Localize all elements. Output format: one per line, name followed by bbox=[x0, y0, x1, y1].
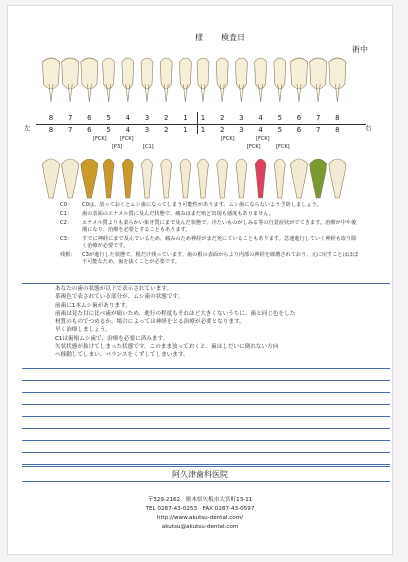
upper-tooth-shape bbox=[310, 58, 327, 89]
lower-tooth-shape bbox=[43, 159, 60, 198]
memo-rule bbox=[22, 380, 390, 381]
memo-rule bbox=[22, 404, 390, 405]
lower-tooth-shape bbox=[274, 159, 285, 198]
lower-tooth-number: 2 bbox=[163, 126, 169, 134]
lower-tooth-number: 2 bbox=[219, 126, 225, 134]
upper-tooth-number: 6 bbox=[296, 114, 302, 122]
lower-tooth-shape bbox=[198, 159, 209, 198]
legend-text: エナメル質よりも柔らかい象牙質にまで及んだ状態で、冷たいものがしみる等の自覚症状がでてきます。治療が中や後期になり、治療を必要とすることもあります。 bbox=[82, 220, 357, 233]
lower-tooth-shape bbox=[103, 159, 114, 198]
clinic-phone-fax: TEL 0287-43-0253 FAX 0287-43-0597 bbox=[145, 506, 255, 512]
upper-tooth-number: 7 bbox=[67, 114, 73, 122]
left-side-label: 左 bbox=[24, 124, 31, 132]
lower-tooth-number: 4 bbox=[258, 126, 263, 134]
upper-tooth-shape bbox=[43, 58, 60, 89]
tooth-tag: [FCK] bbox=[276, 144, 290, 150]
clinic-name: 阿久津歯科医院 bbox=[172, 470, 228, 479]
lower-tooth-number: 7 bbox=[67, 126, 73, 134]
memo-line: 矢状状態が抜けてしまった状態です。このまま放っておくと、歯はしだいに倒れない方向 bbox=[55, 344, 279, 351]
memo-top-rule bbox=[22, 283, 390, 284]
upper-tooth-number: 8 bbox=[335, 114, 340, 122]
lower-tooth-number: 8 bbox=[48, 126, 54, 134]
memo-line: 早く治療しましょう。 bbox=[55, 327, 111, 334]
dental-report-page bbox=[8, 6, 392, 554]
memo-rule bbox=[22, 428, 390, 429]
upper-tooth-number: 7 bbox=[315, 114, 321, 122]
lower-tooth-number: 8 bbox=[335, 126, 340, 134]
lower-tooth-shape bbox=[310, 159, 327, 198]
legend-code: C1： bbox=[60, 211, 73, 217]
legend-text: 歯の表面のエナメル質に及んだ状態で、痛みはまだ殆ど出現も感度もありません。 bbox=[82, 211, 274, 217]
tooth-tag: [FCK] bbox=[256, 136, 270, 142]
memo-line: あなたの歯の状態が以下で表示されています。 bbox=[55, 286, 173, 292]
clinic-postal-address: 〒329-2162 栃木県矢板市大宮町13-11 bbox=[147, 497, 253, 503]
memo-rule bbox=[22, 368, 390, 369]
legend-text: C3が進行した状態で、根だけ残っています。歯の根の表面からより内部の神経を破壊されており、元に戻すことはほぼ不可能なため、歯を抜くことが必要です。 bbox=[82, 252, 359, 265]
diagnosis-memo bbox=[55, 285, 375, 360]
upper-tooth-shape bbox=[274, 58, 286, 89]
upper-tooth-shape bbox=[122, 58, 134, 89]
upper-teeth-illustration bbox=[30, 54, 360, 112]
upper-tooth-shape bbox=[81, 58, 98, 89]
memo-rule bbox=[22, 464, 390, 465]
tooth-tag: [P3] bbox=[112, 144, 123, 150]
lower-tooth-shape bbox=[217, 159, 228, 198]
memo-rule bbox=[22, 392, 390, 393]
legend-row bbox=[60, 252, 360, 266]
lower-tooth-number: 3 bbox=[239, 126, 244, 134]
tooth-tag: [FCK] bbox=[120, 136, 134, 142]
lower-tooth-shape bbox=[81, 159, 98, 198]
upper-tooth-number: 6 bbox=[87, 114, 92, 122]
memo-line: へ移動してしまい、バランスをくずしてしまいます。 bbox=[55, 352, 189, 359]
upper-tooth-number: 5 bbox=[277, 114, 283, 122]
clinic-bottom-rule bbox=[22, 481, 390, 482]
patient-name-label: 様 bbox=[195, 33, 203, 42]
lower-tooth-shape bbox=[161, 159, 172, 198]
lower-tooth-number: 3 bbox=[144, 126, 150, 134]
lower-tooth-shape bbox=[62, 159, 79, 198]
tooth-axis-line bbox=[36, 124, 366, 125]
lower-tooth-number: 6 bbox=[87, 126, 92, 134]
legend-code: 残根： bbox=[60, 252, 76, 258]
legend-row bbox=[60, 211, 360, 218]
legend-text: C0は、放っておくとムシ歯になってしまう可能性があります。ムシ歯にならないよう予防しましょう。 bbox=[82, 202, 322, 208]
legend-row bbox=[60, 220, 360, 234]
upper-tooth-shape bbox=[255, 58, 267, 89]
upper-tooth-number: 4 bbox=[258, 114, 263, 122]
upper-tooth-shape bbox=[179, 58, 191, 89]
memo-line: 前歯に1本ムシ歯があります。 bbox=[55, 302, 131, 309]
lower-tooth-number: 5 bbox=[106, 126, 111, 134]
upper-tooth-number: 4 bbox=[125, 114, 131, 122]
upper-tooth-number: 5 bbox=[106, 114, 111, 122]
upper-tooth-shape bbox=[235, 58, 247, 89]
lower-tooth-number: 1 bbox=[183, 126, 188, 134]
upper-tooth-number: 3 bbox=[239, 114, 244, 122]
tooth-tag: [C1] bbox=[143, 144, 154, 150]
lower-tooth-shape bbox=[122, 159, 133, 198]
legend-row bbox=[60, 202, 360, 209]
tooth-tag: [FCK] bbox=[247, 144, 261, 150]
upper-tooth-number: 2 bbox=[219, 114, 225, 122]
memo-rule bbox=[22, 452, 390, 453]
lower-tooth-number: 1 bbox=[200, 126, 206, 134]
upper-tooth-shape bbox=[103, 58, 115, 89]
memo-line: 茶褐色で表されている部分が、ムシ歯の状態です。 bbox=[55, 294, 184, 301]
upper-tooth-shape bbox=[160, 58, 172, 89]
caries-legend bbox=[60, 202, 360, 268]
lower-tooth-shape bbox=[236, 159, 247, 198]
clinic-email-link[interactable]: akutsu@akutsu-dental.com bbox=[161, 524, 239, 530]
lower-tooth-number: 7 bbox=[315, 126, 321, 134]
lower-tooth-shape bbox=[329, 159, 346, 198]
memo-rule bbox=[22, 440, 390, 441]
lower-tooth-number: 5 bbox=[277, 126, 283, 134]
legend-code: C3： bbox=[60, 236, 73, 242]
legend-text: すでに神経にまで及んでいるため、痛みのため神経がまだ死にていることもあります。急速進行していく神経も取り除く治療が必要です。 bbox=[82, 236, 357, 249]
right-side-label: 右 bbox=[365, 124, 372, 132]
upper-tooth-shape bbox=[141, 58, 153, 89]
lower-tooth-shape bbox=[291, 159, 308, 198]
upper-tooth-shape bbox=[197, 58, 209, 89]
legend-row bbox=[60, 236, 360, 250]
upper-tooth-shape bbox=[291, 58, 308, 89]
tooth-tag: [FCK] bbox=[221, 136, 235, 142]
lower-tooth-number: 6 bbox=[296, 126, 302, 134]
upper-tooth-shape bbox=[62, 58, 79, 89]
upper-tooth-shape bbox=[329, 58, 346, 89]
memo-rule bbox=[22, 416, 390, 417]
memo-line: C1は歯根ムシ歯で、治療を必要に済みます。 bbox=[55, 335, 169, 342]
tooth-tag: [FCK] bbox=[93, 136, 107, 142]
memo-line: 材質のものでつめるか、場合によっては神経をとる治療が必要となります。 bbox=[55, 319, 245, 326]
upper-tooth-number: 1 bbox=[183, 114, 188, 122]
lower-tooth-shape bbox=[255, 159, 266, 198]
legend-code: C2： bbox=[60, 220, 73, 226]
lower-teeth-illustration bbox=[30, 150, 360, 202]
lower-tooth-shape bbox=[180, 159, 191, 198]
legend-code: C0： bbox=[60, 202, 73, 208]
upper-tooth-number: 1 bbox=[200, 114, 206, 122]
lower-tooth-shape bbox=[142, 159, 153, 198]
clinic-website-link[interactable]: http://www.akutsu-dental.com/ bbox=[156, 515, 244, 521]
lower-tooth-number: 4 bbox=[125, 126, 131, 134]
upper-tooth-number: 8 bbox=[48, 114, 54, 122]
header-right-label: 術中 bbox=[352, 45, 368, 54]
memo-line: 前歯は見た目に比べ歯が痛いため、進行の程度もそれほど大きくないうちに、歯と同じ色をした bbox=[55, 310, 296, 317]
upper-tooth-shape bbox=[216, 58, 228, 89]
upper-tooth-number: 3 bbox=[144, 114, 150, 122]
exam-date-label: 検査日 bbox=[221, 33, 245, 42]
upper-tooth-number: 2 bbox=[163, 114, 169, 122]
clinic-top-rule bbox=[22, 466, 390, 467]
